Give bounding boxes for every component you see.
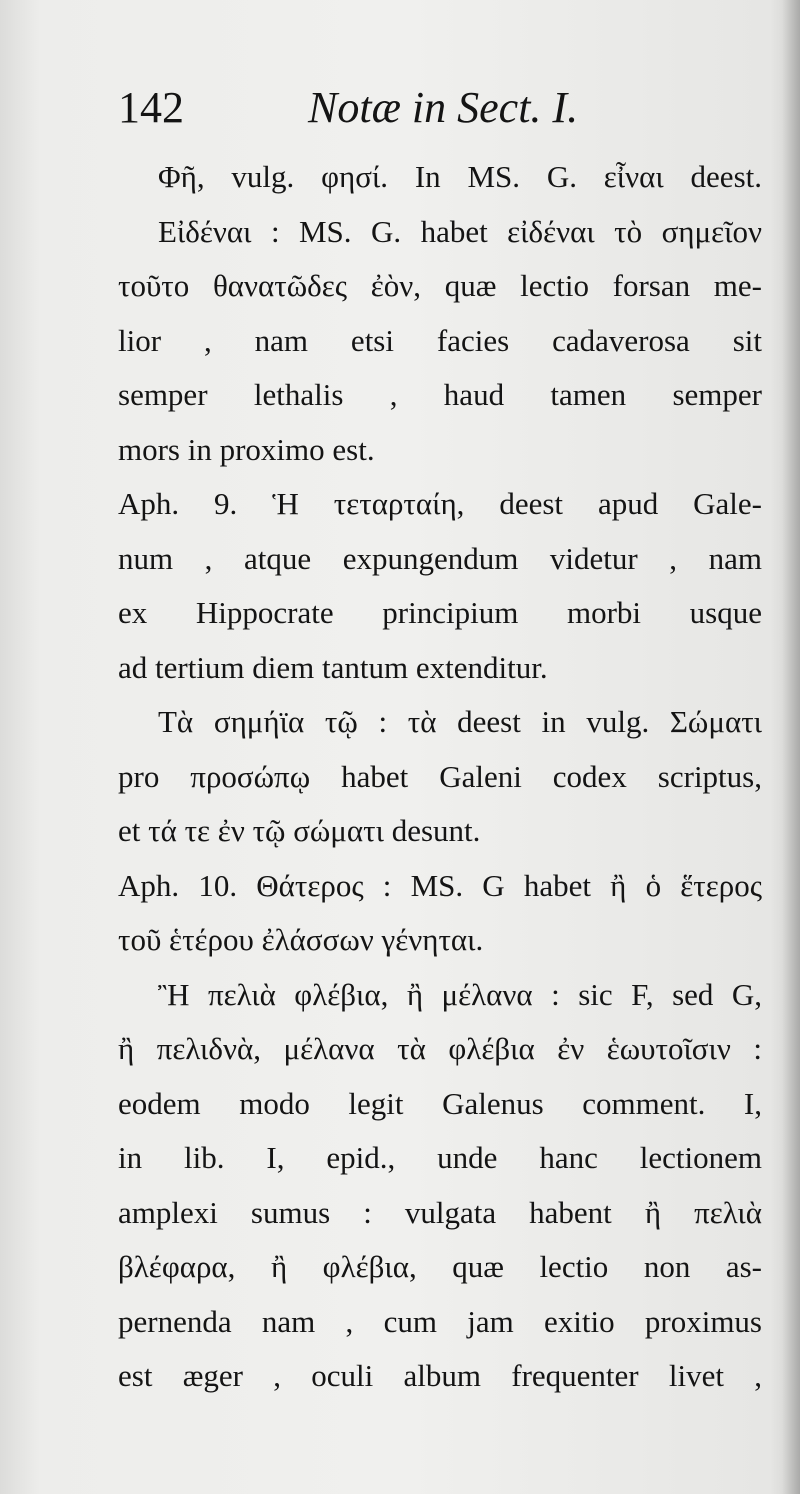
running-head: Notæ in Sect. I. — [308, 83, 579, 132]
text-line: τοῦτο θανατῶδες ἐὸν, quæ lectio forsan me- — [118, 268, 762, 303]
text-line: βλέφαρα, ἢ φλέβια, quæ lectio non as- — [118, 1249, 762, 1284]
page-number: 142 — [118, 83, 184, 132]
text-line: Aph. 9. Ἡ τεταρταίη, deest apud Gale- — [118, 486, 762, 521]
text-line: est æger , oculi album frequenter livet , — [118, 1358, 762, 1393]
text-line: in lib. I, epid., unde hanc lectionem — [118, 1140, 762, 1175]
text-line: pernenda nam , cum jam exitio proximus — [118, 1303, 762, 1339]
text-line: lior , nam etsi facies cadaverosa sit — [118, 322, 762, 358]
text-line: semper lethalis , haud tamen semper — [118, 377, 762, 412]
text-line: Φῆ, vulg. φησί. In MS. G. εἶναι deest. — [158, 159, 762, 194]
text-line: Τὰ σημήϊα τῷ : τὰ deest in vulg. Σώματι — [158, 704, 762, 739]
text-line: Ἢ πελιὰ φλέβια, ἢ μέλανα : sic F, sed G, — [158, 976, 762, 1012]
page-body-text — [118, 150, 762, 1404]
text-line: Εἰδέναι : MS. G. habet εἰδέναι τὸ σημεῖον — [158, 213, 762, 249]
page-header — [118, 78, 758, 138]
text-line: mors in proximo est. — [118, 431, 375, 467]
text-line: ἢ πελιδνὰ, μέλανα τὰ φλέβια ἐν ἑωυτοῖσιν : — [118, 1031, 762, 1066]
text-line: Aph. 10. Θάτερος : MS. G habet ἢ ὁ ἕτερος — [118, 867, 762, 903]
text-line: τοῦ ἑτέρου ἐλάσσων γένηται. — [118, 922, 484, 957]
text-line: amplexi sumus : vulgata habent ἢ πελιὰ — [118, 1194, 762, 1230]
text-line: eodem modo legit Galenus comment. I, — [118, 1085, 762, 1121]
text-line: et τά τε ἐν τῷ σώματι desunt. — [118, 813, 481, 848]
text-line: num , atque expungendum videtur , nam — [118, 540, 762, 576]
text-line: ad tertium diem tantum extenditur. — [118, 649, 548, 685]
text-line: pro προσώπῳ habet Galeni codex scriptus, — [118, 758, 762, 794]
text-line: ex Hippocrate principium morbi usque — [118, 595, 762, 630]
page-gutter-shadow — [782, 0, 800, 1494]
